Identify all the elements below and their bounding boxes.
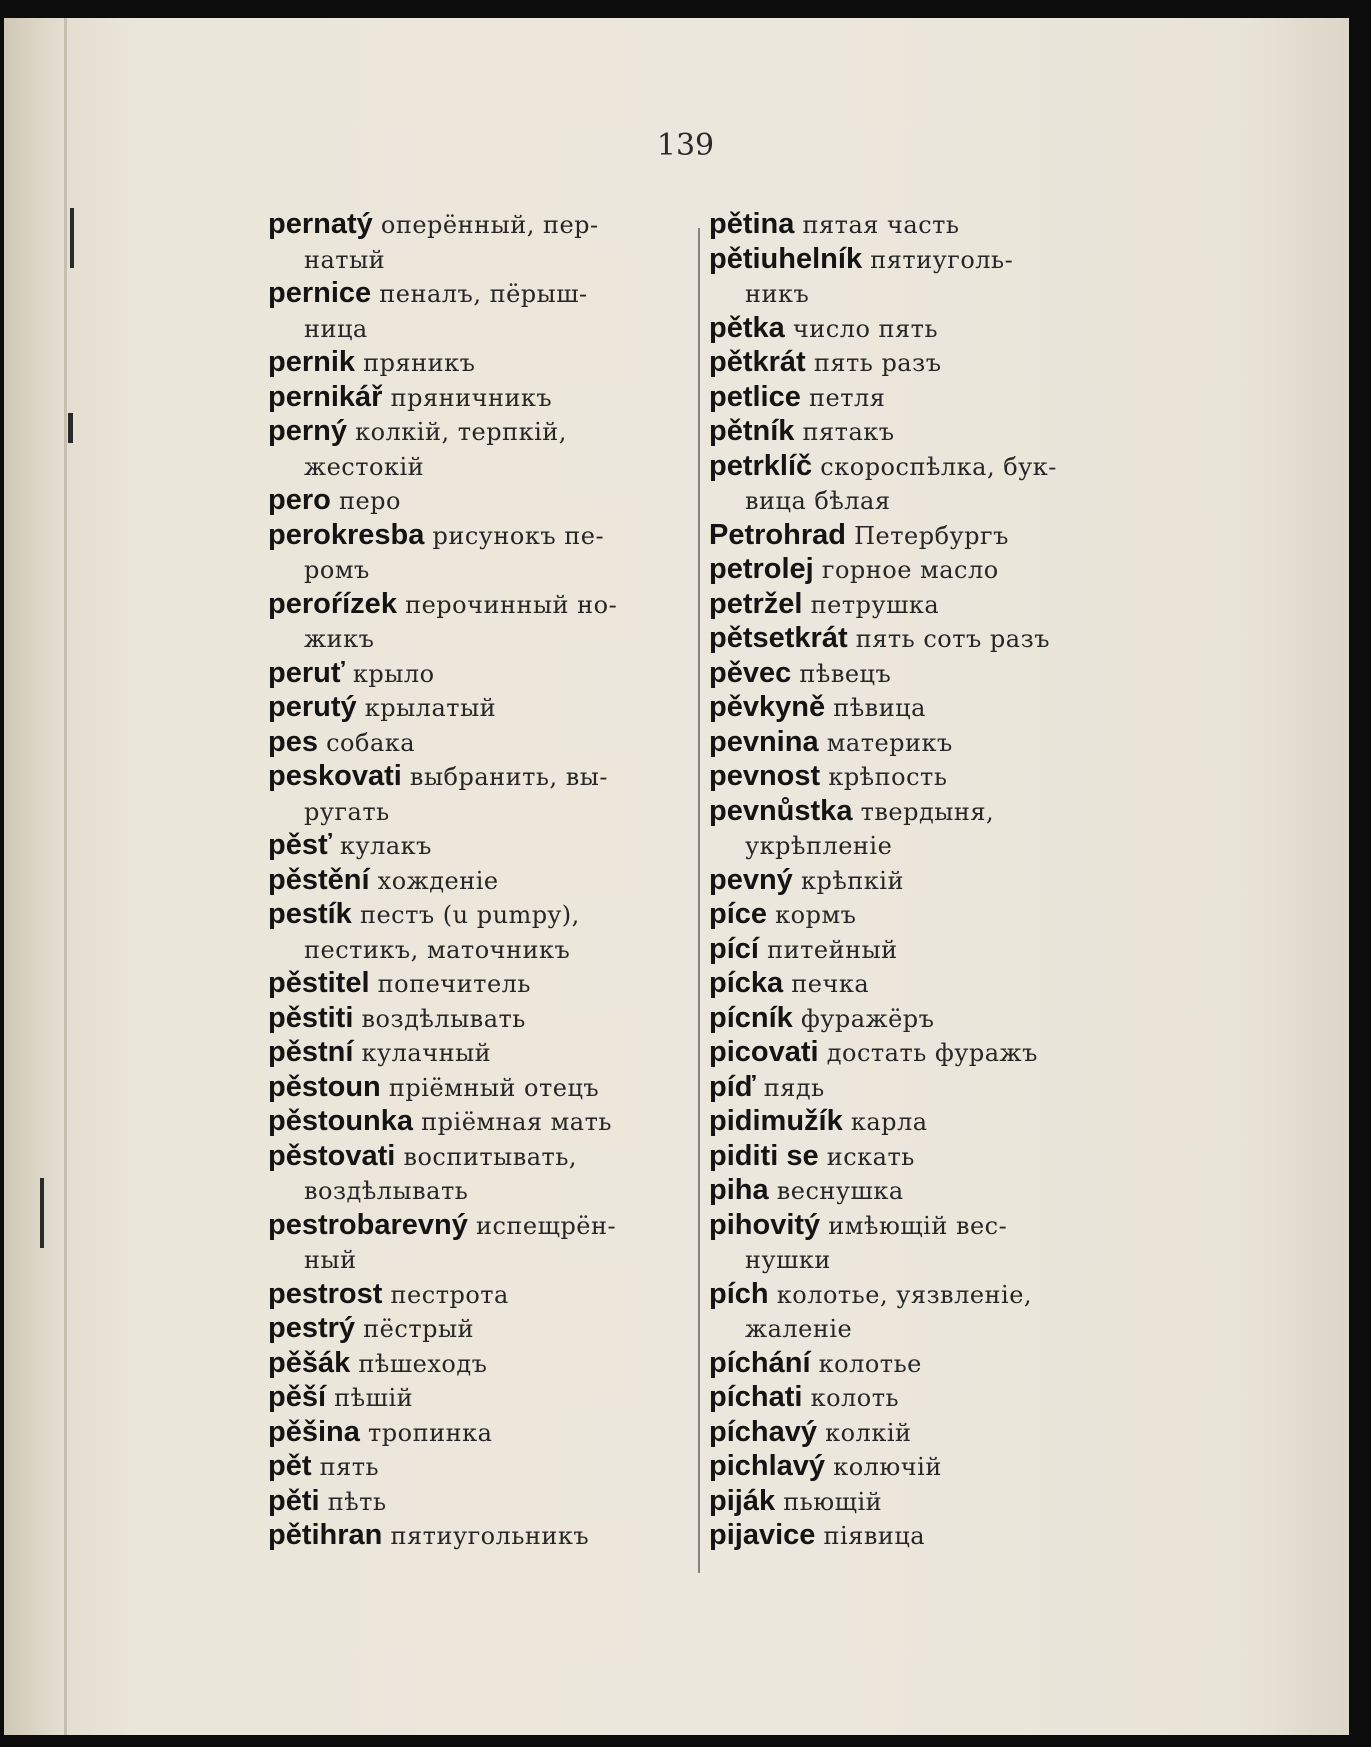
headword: peroŕízek	[268, 587, 397, 620]
dictionary-entry	[709, 414, 1124, 449]
definition: пѣвица	[825, 694, 926, 722]
definition: материкъ	[818, 728, 953, 757]
dictionary-entry	[268, 725, 668, 760]
definition: пядь	[755, 1073, 825, 1102]
definition: скороспѣлка, бук-	[812, 452, 1057, 481]
definition: крылатый	[356, 694, 497, 722]
definition-continued: пестикъ, маточникъ	[304, 935, 571, 964]
headword: pětkrát	[709, 346, 806, 378]
definition: пестрота	[382, 1280, 509, 1309]
headword: pevnost	[709, 760, 821, 792]
entry-continuation	[709, 1242, 1124, 1277]
left-column	[268, 207, 668, 1553]
dictionary-entry	[268, 276, 668, 311]
definition: тропинка	[359, 1418, 493, 1447]
dictionary-entry	[709, 690, 1124, 725]
headword: pětsetkrát	[709, 622, 848, 654]
dictionary-entry	[709, 656, 1124, 691]
definition: воспитывать,	[395, 1142, 578, 1171]
headword: perokresba	[268, 518, 425, 551]
definition: пятая часть	[794, 211, 960, 239]
dictionary-entry	[709, 1277, 1124, 1312]
edge-mark	[40, 1178, 44, 1248]
definition: пѣшій	[326, 1384, 414, 1412]
definition: колючій	[825, 1453, 942, 1481]
headword: peskovati	[268, 760, 402, 792]
headword: pěstovati	[268, 1139, 396, 1172]
headword: pěstní	[268, 1036, 354, 1068]
dictionary-entry	[709, 1484, 1124, 1519]
definition: собака	[317, 728, 416, 757]
dictionary-entry	[709, 863, 1124, 898]
definition: имѣющій вес-	[820, 1211, 1008, 1240]
definition: пять сотъ разъ	[847, 625, 1050, 653]
dictionary-entry	[268, 1104, 668, 1139]
headword: pero	[268, 484, 331, 516]
definition-continued: никъ	[745, 280, 810, 308]
definition: оперённый, пер-	[372, 211, 599, 239]
definition-continued: ругать	[304, 797, 390, 826]
headword: pernice	[268, 277, 372, 309]
definition: Петербургъ	[845, 521, 1009, 550]
definition: крыло	[344, 659, 435, 688]
headword: pidimužík	[709, 1105, 843, 1137]
entry-continuation	[268, 311, 668, 346]
dictionary-entry	[268, 1139, 668, 1174]
headword: pěvkyně	[709, 691, 826, 723]
entry-continuation	[268, 1242, 668, 1277]
definition: рисунокъ пе-	[424, 521, 605, 550]
definition: достать фуражъ	[818, 1039, 1038, 1067]
headword: pětník	[709, 415, 795, 447]
definition: выбранить, вы-	[401, 763, 608, 791]
headword: pestík	[268, 898, 352, 930]
definition: пеналъ, пёрыш-	[371, 280, 588, 308]
definition-continued: нушки	[745, 1246, 831, 1274]
page-gutter	[64, 18, 67, 1735]
headword: pernikář	[268, 380, 383, 413]
definition: перочинный но-	[396, 590, 618, 619]
definition: крѣпкій	[792, 866, 904, 895]
definition-continued: воздѣлывать	[304, 1177, 469, 1205]
definition: петрушка	[802, 590, 940, 619]
headword: pícník	[709, 1001, 793, 1034]
headword: piják	[709, 1484, 776, 1517]
headword: pevnůstka	[709, 794, 853, 827]
dictionary-entry	[709, 1208, 1124, 1243]
definition: пѣть	[319, 1487, 387, 1516]
definition: пять разъ	[805, 349, 942, 377]
definition: колкій	[817, 1418, 912, 1447]
entry-continuation	[268, 621, 668, 656]
definition: пёстрый	[355, 1315, 475, 1343]
dictionary-entry	[709, 1415, 1124, 1450]
headword: petrklíč	[709, 449, 813, 482]
dictionary-entry	[709, 932, 1124, 967]
definition-continued: ница	[304, 314, 368, 343]
definition: хожденіе	[369, 866, 499, 895]
headword: pící	[709, 932, 759, 965]
dictionary-entry	[709, 1346, 1124, 1381]
headword: pihovitý	[709, 1208, 821, 1241]
definition: пьющій	[775, 1487, 883, 1516]
definition-continued: ромъ	[304, 556, 370, 584]
dictionary-entry	[709, 1139, 1124, 1174]
definition-continued: вица бѣлая	[745, 487, 891, 515]
headword: pěstiti	[268, 1001, 354, 1034]
headword: perný	[268, 415, 347, 447]
dictionary-entry	[709, 518, 1124, 553]
definition: пряничникъ	[382, 383, 553, 412]
dictionary-entry	[268, 1518, 668, 1553]
right-column	[709, 207, 1124, 1553]
definition: пестъ (u pumpy),	[351, 901, 580, 929]
dictionary-entry	[709, 380, 1124, 415]
dictionary-entry	[268, 1208, 668, 1243]
headword: píchati	[709, 1381, 803, 1413]
definition: колоть	[802, 1384, 900, 1412]
dictionary-entry	[709, 311, 1124, 346]
dictionary-entry	[268, 414, 668, 449]
dictionary-entry	[709, 1518, 1124, 1553]
definition: пріёмная мать	[413, 1108, 612, 1136]
column-divider	[698, 228, 700, 1573]
headword: pestrost	[268, 1277, 383, 1310]
definition: пятакъ	[794, 418, 895, 446]
headword: pijavice	[709, 1519, 816, 1551]
definition-continued: жикъ	[304, 625, 375, 653]
headword: pícka	[709, 967, 784, 999]
dictionary-entry	[268, 1380, 668, 1415]
edge-mark	[70, 208, 74, 268]
headword: Petrohrad	[709, 518, 846, 551]
edge-mark	[68, 413, 73, 443]
dictionary-entry	[268, 483, 668, 518]
headword: pernik	[268, 346, 356, 378]
dictionary-entry	[709, 1380, 1124, 1415]
headword: perutý	[268, 691, 357, 723]
headword: pěstitel	[268, 967, 370, 999]
dictionary-entry	[268, 1311, 668, 1346]
headword: picovati	[709, 1036, 819, 1068]
dictionary-entry	[709, 1449, 1124, 1484]
headword: pevnina	[709, 725, 819, 758]
definition: колкій, терпкій,	[346, 418, 567, 446]
dictionary-entry	[268, 966, 668, 1001]
definition: число пять	[784, 314, 939, 343]
definition: горное масло	[813, 556, 999, 584]
definition: пѣшеходъ	[350, 1349, 488, 1378]
definition: крѣпость	[820, 763, 948, 791]
headword: pěstoun	[268, 1070, 381, 1103]
entry-continuation	[709, 828, 1124, 863]
headword: pět	[268, 1450, 312, 1482]
dictionary-entry	[709, 1070, 1124, 1105]
headword: petrolej	[709, 553, 814, 585]
definition: перо	[330, 487, 401, 515]
definition: искать	[818, 1142, 915, 1171]
headword: pevný	[709, 863, 793, 896]
entry-continuation	[268, 1173, 668, 1208]
definition: пятиуголь-	[862, 245, 1014, 274]
definition: колотье	[810, 1349, 922, 1378]
dictionary-entry	[268, 1484, 668, 1519]
headword: pichlavý	[709, 1450, 826, 1482]
headword: pěstění	[268, 863, 370, 896]
definition: пятиугольникъ	[382, 1522, 590, 1550]
definition: фуражёръ	[792, 1004, 935, 1033]
headword: pěšák	[268, 1346, 351, 1379]
headword: pětka	[709, 311, 785, 344]
headword: pestrý	[268, 1312, 356, 1344]
dictionary-entry	[268, 1415, 668, 1450]
dictionary-entry	[709, 1035, 1124, 1070]
dictionary-entry	[709, 242, 1124, 277]
dictionary-entry	[709, 1173, 1124, 1208]
headword: petlice	[709, 380, 801, 413]
headword: pěsť	[268, 829, 332, 861]
definition-continued: укрѣпленіе	[745, 832, 893, 860]
definition: питейный	[758, 935, 898, 964]
headword: pestrobarevný	[268, 1208, 468, 1241]
entry-continuation	[268, 242, 668, 277]
entry-continuation	[709, 483, 1124, 518]
headword: pěšina	[268, 1415, 360, 1448]
dictionary-entry	[709, 1001, 1124, 1036]
headword: pěvec	[709, 656, 792, 689]
definition: кулакъ	[331, 832, 432, 860]
headword: píď	[709, 1070, 756, 1103]
entry-continuation	[709, 276, 1124, 311]
dictionary-entry	[709, 552, 1124, 587]
headword: pětina	[709, 208, 795, 240]
definition-continued: жестокій	[304, 452, 425, 481]
definition: попечитель	[369, 970, 531, 998]
headword: pěti	[268, 1484, 320, 1517]
entry-continuation	[268, 932, 668, 967]
dictionary-entry	[268, 863, 668, 898]
headword: piha	[709, 1174, 769, 1206]
definition: кормъ	[767, 901, 857, 929]
headword: pích	[709, 1277, 769, 1310]
dictionary-entry	[709, 1104, 1124, 1139]
dictionary-entry	[268, 1001, 668, 1036]
entry-continuation	[268, 794, 668, 829]
entry-continuation	[709, 1311, 1124, 1346]
headword: píchání	[709, 1346, 811, 1379]
headword: peruť	[268, 656, 345, 689]
definition: колотье, уязвленіе,	[768, 1280, 1033, 1309]
dictionary-entry	[268, 656, 668, 691]
definition: петля	[800, 383, 886, 412]
dictionary-entry	[268, 1277, 668, 1312]
dictionary-entry	[268, 518, 668, 553]
definition: испещрён-	[467, 1211, 617, 1240]
dictionary-entry	[709, 587, 1124, 622]
dictionary-entry	[268, 1070, 668, 1105]
dictionary-entry	[709, 794, 1124, 829]
headword: piditi se	[709, 1139, 819, 1172]
headword: pětihran	[268, 1519, 383, 1551]
definition-continued: ный	[304, 1246, 357, 1274]
headword: pěší	[268, 1381, 327, 1413]
dictionary-entry	[268, 759, 668, 794]
dictionary-entry	[268, 1346, 668, 1381]
dictionary-entry	[709, 345, 1124, 380]
dictionary-entry	[268, 1035, 668, 1070]
headword: pětiuhelník	[709, 242, 863, 275]
definition: печка	[783, 970, 870, 998]
entry-continuation	[268, 449, 668, 484]
definition-continued: натый	[304, 245, 386, 274]
definition: пѣвецъ	[791, 659, 892, 688]
headword: pes	[268, 725, 318, 758]
dictionary-entry	[268, 207, 668, 242]
dictionary-entry	[709, 759, 1124, 794]
headword: petržel	[709, 587, 803, 620]
dictionary-entry	[268, 828, 668, 863]
dictionary-entry	[268, 345, 668, 380]
definition: веснушка	[768, 1177, 904, 1205]
dictionary-entry	[268, 897, 668, 932]
headword: píchavý	[709, 1415, 817, 1448]
dictionary-entry	[709, 449, 1124, 484]
book-page	[4, 18, 1349, 1735]
definition-continued: жаленіе	[745, 1315, 853, 1343]
dictionary-entry	[709, 897, 1124, 932]
dictionary-entry	[268, 587, 668, 622]
definition: воздѣлывать	[353, 1004, 526, 1033]
definition: пряникъ	[355, 349, 476, 377]
dictionary-entry	[268, 690, 668, 725]
entry-continuation	[268, 552, 668, 587]
definition: твердыня,	[852, 797, 995, 826]
dictionary-entry	[268, 1449, 668, 1484]
dictionary-entry	[709, 207, 1124, 242]
definition: кулачный	[353, 1039, 492, 1067]
headword: pěstounka	[268, 1105, 414, 1137]
dictionary-entry	[268, 380, 668, 415]
headword: píce	[709, 898, 768, 930]
dictionary-entry	[709, 966, 1124, 1001]
definition: піявица	[815, 1522, 926, 1550]
dictionary-entry	[709, 725, 1124, 760]
dictionary-entry	[709, 621, 1124, 656]
definition: пять	[311, 1453, 380, 1481]
headword: pernatý	[268, 208, 373, 240]
definition: карла	[842, 1108, 928, 1136]
page-number: 139	[656, 128, 715, 163]
definition: пріёмный отецъ	[380, 1073, 600, 1102]
